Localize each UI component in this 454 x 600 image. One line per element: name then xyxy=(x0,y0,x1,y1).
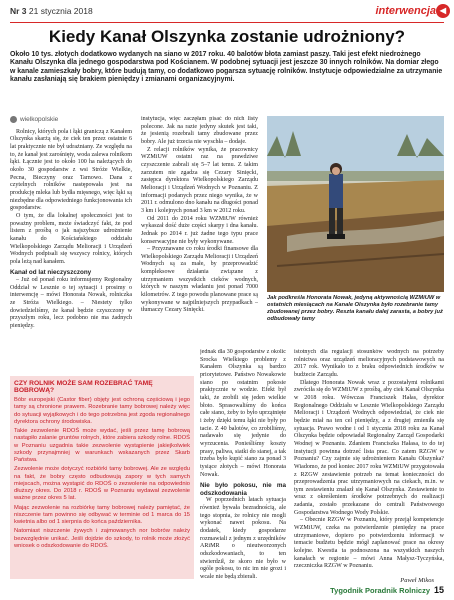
header-rule xyxy=(10,22,444,23)
page-header xyxy=(10,5,447,20)
column-3 xyxy=(200,349,286,579)
article-title: Kiedy Kanał Olszynka zostanie udrożniony? xyxy=(48,27,406,46)
photo-caption: Jak podkreśla Honorata Nowak, jedyną aktywnością WZMiUW w ostatnich miesiącach na Kanale Olszynka było rozebranie tamy zbudowanej przez bobry. Reszta kanału dalej zarasta, a bobry już odbudowały tamy xyxy=(267,295,443,322)
section-label: interwencja xyxy=(375,5,436,17)
paragraph: Dlatego Honorata Nowak wraz z pozostałymi rolnikami zwróciła się do WZMiUW z prośbą, aby ciek Kanał Olszynka w 2018 roku. Wówczas Franciszek Hałas, dyrektor Regionalnego Oddziału w Lesznie Wielkopolskiego Zarządu Melioracji i Urządzeń Wodnych odpowiedział, że ciek nie będzie miał na ten cel pieniędzy, a z drugiej zmieniła się sytuacja. Prawo wodne i od 1 stycznia 2018 roku za Kanał Olszynka będzie odpowiadał Regionalny Zarząd Gospodarki Wodnej w Poznaniu. Zdaniem Franciszka Hałasa, to do tej instytucji powinna dotrzeć lista prac. Co zatem RZGW w Poznaniu? Czy zajmie się udrożnieniem Kanału Olszynka? Wiadomo, że pod koniec 2017 roku WZMiUW przygotowała z RZGW zestawienie potrzeb na temat konieczności do przeprowadzenia prac utrzymaniowych na ciekach, m.in. w tym zestawieniu znalazł się Kanał Olszynka. Zestawienie to wraz z określeniem środków potrzebnych do realizacji zadania, zostało przekazane do centrali Państwowego Gospodarstwa Wodnego Wody Polskie. xyxy=(294,379,444,516)
paragraph: Z relacji rolników wynika, że pracownicy WZMiUW ostatni raz na prawdziwe czyszczenie zabrali się 5–7 lat temu. Z takim zarzutem nie zgadza się Cezary Sinięcki, zastępca dyrektora Wielkopolskiego Zarządu Melioracji i Urządzeń Wodnych w Poznaniu. Z informacji podanych przez niego wynika, że w 2011 r. odmulono dno kanału na długości ponad 3 km i kolejnych ponad 3 km w 2012 roku. xyxy=(141,146,258,214)
byline-region: wielkopolskie xyxy=(20,116,59,123)
info-box-paragraph: Natomiast niszczenie żywych i zajmowanych nor bobrów należy bezwzględnie unikać. Jeśli dojdzie do szkody, to rolnik może złożyć wniosek o odszkodowanie do RDOŚ. xyxy=(14,528,190,549)
megaphone-icon: ◀ xyxy=(436,4,450,18)
issue-info xyxy=(10,6,93,16)
issue-date: 21 stycznia 2018 xyxy=(28,6,93,16)
info-box-paragraph: Zezwolenie może dotyczyć rozbiórki tamy bobrowej. Ale ze względu na fakt, że bobry często odbudowują zapory w tych samych miejscach, można wystąpić do RDOŚ o zezwolenie na odpowiednio dłuższy okres. Do 2018 r. RDOŚ w Poznaniu wydawał zezwolenie ważne przez okres 5 lat. xyxy=(14,466,190,502)
paragraph: O tym, że dla lokalnej społeczności jest to poważny problem, może świadczyć fakt, że pod listem z prośbą o jak najszybsze udrożnienie kanału do Kościańskiego oddziału Wielkopolskiego Zarządu Melioracji i Urządzeń Wodnych podpisali się wszyscy rolnicy, których pola leżą nad kanałem. xyxy=(10,212,132,265)
paragraph: – Obecnie RZGW w Poznaniu, który przejął kompetencje WZMiUW, czeka na potwierdzenie pieniędzy na prace utrzymaniowe, dopiero po potwierdzeniu informacji w temacie budżetu będzie mógł zaplanować prace na okresy kolejne. Kwestia ta podnoszona na wszystkich naszych kanałach w regionie – mówi Anna Małysz-Tyczyńska, rzeczniczka RZGW w Poznaniu. xyxy=(294,517,444,570)
info-box-title: CZY ROLNIK MOŻE SAM ROZEBRAĆ TAMĘ BOBROWĄ? xyxy=(14,380,153,394)
location-icon xyxy=(10,116,17,123)
issue-number: Nr 3 xyxy=(10,6,27,16)
column-1 xyxy=(10,116,132,370)
paragraph: instytucja, więc zaczęłam pisać do nich listy polecone. Jak na razie jedyny skutek jest taki, że jesienią rozebrali tamy zbudowane przez bobry. Ale już trzecia nie wyschła – dodaje. xyxy=(141,116,258,145)
paragraph: – Przyznawane co roku środki finansowe dla Wielkopolskiego Zarządu Melioracji i Urządzeń Wodnych są za małe, by przeprowadzić kompleksowe działania związane z utrzymaniem wszystkich cieków wodnych, których w naszym władaniu jest ponad 7000 kilometrów. Z tego powodu planowane prace są wykonywane w najpilniejszych przypadkach – tłumaczy Cezary Sinięcki. xyxy=(141,246,258,314)
info-box xyxy=(10,376,194,579)
article-photo xyxy=(267,116,444,292)
paragraph: W poprzednich latach sytuacja również bywała bezradnością, ale tego stopnia, że rolnicy nie mogli wykonać nawet pokosu. Na dodatek, kiedy gospodarze rozmawiali z jednym z urzędników ARiMR o nieutworzonych odszkodowaniach, to ten stwierdził, że skoro nie było w ogóle pokosu, to nic im nie grozi i wcale nie będą zbierali. xyxy=(200,497,286,579)
paragraph: Rolnicy, których pola i łąki graniczą z Kanałem Olszynka skarżą się, że ciek ten przez ostatnie 6 lat praktycznie nie był udrażniany. Ze względu na to, że kanał jest zarośnięty, woda zalewa rolnikom łąki. Łącznie jest to około 100 ha należących do około 30 gospodarstw z wsi Stróże Wielkie, Pecna, Bieczyny oraz Tarnowo. Dana z czytelnych rolników następowała jest na produkcję mleka lub bydła mięsnego, więc łąki są niezbędne dla odpowiedniego funkcjonowania ich gospodarstw. xyxy=(10,128,132,212)
paragraph: – Już od ponad roku informujemy Regionalny Oddział w Lesznie o tej sytuacji i prosimy o interwencję – mówi Honorata Nowak, rolniczka ze Stróża Wielkiego. – Niestety tylko dowiedzieliśmy, że kanał będzie czyszczony w przyszłym roku, lecz podobno nie ma żadnych pieniędzy. xyxy=(10,277,132,330)
publication-brand: Tygodnik Poradnik Rolniczy xyxy=(330,586,430,595)
paragraph: jednak dla 30 gospodarstw z okolic Srocka Wielkiego problemy z Kanałem Olszynka są bardzo priorytetowe. Państwo Nowakowie siano po ostatnim pokosie praktycznie w wodzie. Efekt był taki, że zrobili się jeden wielkie błoto. Sprasowaliśmy do końca całe siano, żeby to było uprzątnięte i żeby dzięki temu łąki nie były po tacie. Z 40 balotów, co zrobiliśmy, nadawało się jedynie do wyrzucenia. Ponieśliśmy koszty prasy, paliwa, siatki do sianej, a tak trzeba było kupić siano za ponad 3 tysiące złotych – mówi Honorata Nowak. xyxy=(200,349,286,478)
byline xyxy=(10,116,132,124)
info-box-paragraph: Mając zezwolenie na rozbiórkę tamy bobrowej należy pamiętać, że niszczenie tam powinno się odbywać w terminie od 1 marca do 15 kwietnia albo od 1 sierpnia do końca października. xyxy=(14,504,190,525)
page-number: 15 xyxy=(433,585,444,595)
page-footer xyxy=(10,577,444,597)
info-box-paragraph: Bóbr europejski (Castor fiber) objęty jest ochroną częściową i jego tamy są chronione prawem. Rozebranie tamy bobrowej należy więc do sytuacji wyjątkowych i do tego potrzebna jest zgoda regionalnego dyrektora ochrony środowiska. xyxy=(14,397,190,425)
column-2 xyxy=(141,116,258,370)
author-signature: Paweł Mikos xyxy=(400,577,434,584)
photo-illustration xyxy=(267,116,444,292)
paragraph: Od 2011 do 2014 roku WZMiUW również wykaszał dość duże części skarpy i dna kanału. Jednak po 2014 r. już żadne tego typu prace konserwacyjne nie były wykonywane. xyxy=(141,215,258,245)
subheading: Nie było pokosu, nie ma odszkodowania xyxy=(200,482,286,497)
column-4 xyxy=(294,349,444,579)
article-lead: Około 10 tys. złotych dodatkowo wydanych na siano w 2017 roku. 40 balotów błota zamiast paszy. Taki jest efekt niedrożnego Kanału Olszynka dla jednego gospodarstwa pod Kościanem. W podobnej sytuacji jest jeszcze 30 innych rolników. Na domiar złego w kanale zamieszkały bobry, które budują tamy, co dodatkowo pogarsza sytuację rolników. Instytucje odpowiedzialne za utrzymanie kanału zasłaniają się brakiem pieniędzy i zmianami organizacyjnymi. xyxy=(10,51,443,84)
paragraph: istotnych dla regulacji stosunków wodnych na potrzeby rolnictwa oraz urządzeń melioracyjnych podstawowych na 2017 rok. Wynikało to z braku odpowiednich środków w budżecie Zarządu. xyxy=(294,349,444,378)
info-box-paragraph: Takie zezwolenie RDOŚ może wydać, jeśli przez tamę bobrową nastąpiło zalanie gruntów rolnych, które zabiera szkody rolne. RDOŚ w Poznaniu uzgadnia takie zezwolenie wystąpienie jakiejkolwiek szkody przynajmniej w warunkach wskazanych przez Skarb Państwa. xyxy=(14,428,190,463)
subheading: Kanał od lat nieczyszczony xyxy=(10,269,92,277)
